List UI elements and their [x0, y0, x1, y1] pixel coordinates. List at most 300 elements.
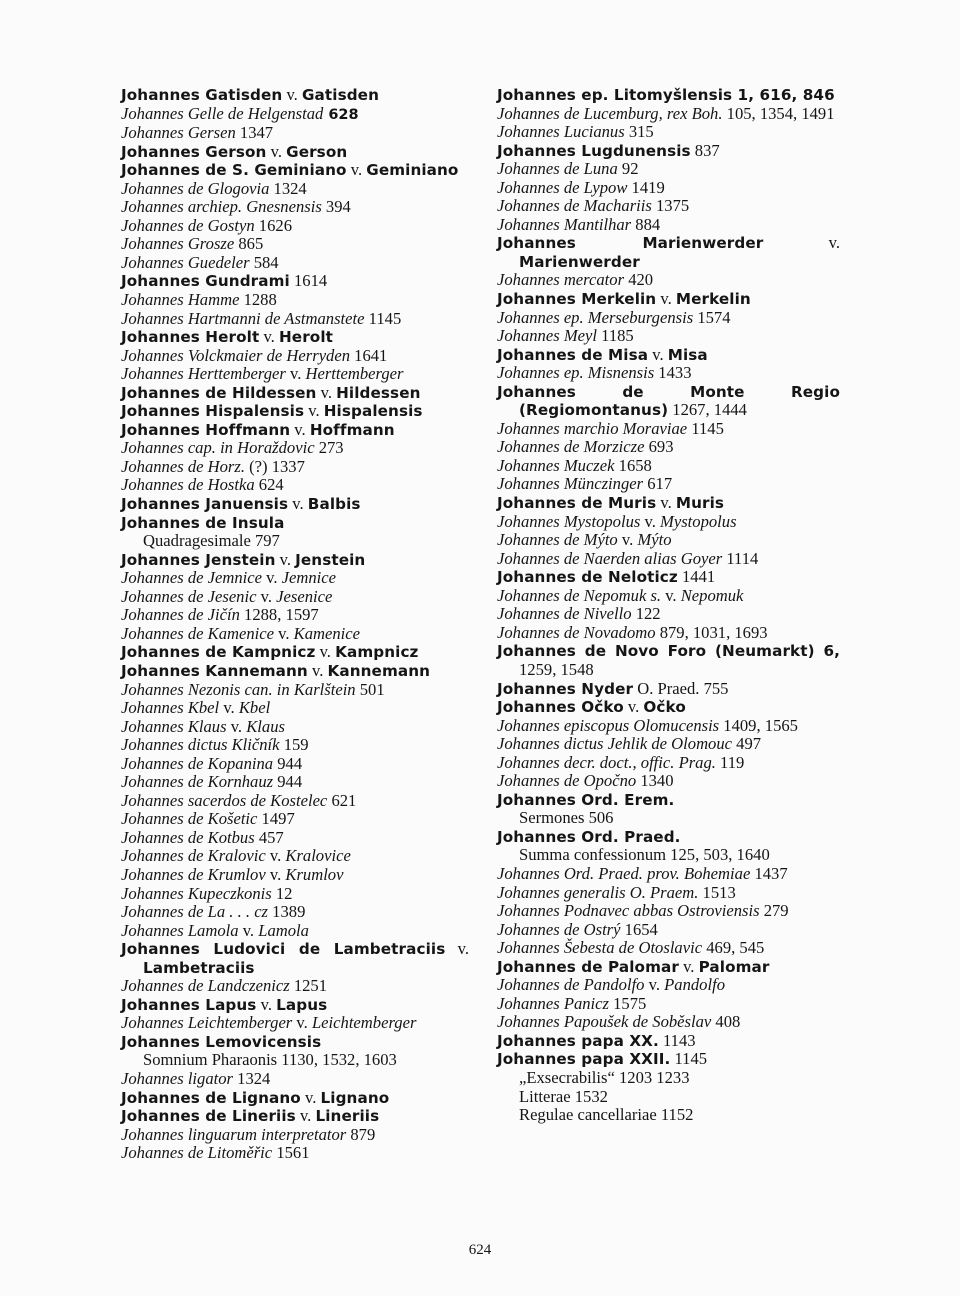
- entry-heading-italic: Johannes de Kornhauz: [121, 772, 274, 792]
- entry-reference: 1441: [677, 567, 716, 587]
- entry-heading-italic: Johannes de Horz.: [121, 456, 245, 476]
- entry-heading-bold: Johannes de Muris: [497, 494, 657, 513]
- entry-reference: 1324: [269, 178, 307, 198]
- index-entry: [497, 290, 840, 309]
- entry-reference: v.: [304, 401, 324, 421]
- index-entry: [497, 123, 840, 142]
- entry-heading-italic: Johannes de Luna: [497, 159, 618, 179]
- index-entry: [121, 773, 469, 792]
- entry-heading-italic: Johannes Gersen: [121, 123, 236, 143]
- index-entry: [121, 328, 469, 347]
- entry-reference: 1574: [693, 307, 731, 327]
- entry-reference: 617: [643, 474, 673, 494]
- entry-heading-bold: Palomar: [698, 957, 770, 976]
- index-subentry: [497, 1069, 840, 1088]
- entry-reference: 159: [279, 735, 309, 755]
- entry-reference: 1389: [268, 902, 306, 922]
- index-entry: [121, 1070, 469, 1089]
- index-entry: [121, 1014, 469, 1033]
- entry-heading-bold: Hoffmann: [309, 420, 395, 439]
- entry-heading-italic: Klaus: [246, 716, 285, 736]
- entry-reference: 1654: [620, 919, 658, 939]
- index-entry: [121, 1107, 469, 1126]
- index-entry: [497, 939, 840, 958]
- entry-heading-bold: Lapus: [276, 995, 328, 1014]
- entry-reference: v.: [288, 494, 308, 514]
- entry-reference: 279: [759, 901, 789, 921]
- entry-heading-bold: Lineriis: [315, 1107, 380, 1126]
- index-entry: [497, 884, 840, 903]
- entry-heading-bold: Johannes Herolt: [121, 328, 260, 347]
- entry-heading-bold: Johannes Ludovici de Lambetraciis: [121, 940, 446, 959]
- index-entry: [497, 717, 840, 736]
- entry-reference: Regulae cancellariae 1152: [519, 1105, 694, 1125]
- entry-reference: v.: [238, 920, 259, 940]
- index-entry: [497, 179, 840, 198]
- entry-heading-italic: Johannes linguarum interpretator: [121, 1124, 347, 1144]
- entry-heading-italic: Johannes de Lypow: [497, 177, 628, 197]
- index-entry: [121, 365, 469, 384]
- entry-heading-italic: Johannes archiep. Gnesnensis: [121, 197, 322, 217]
- entry-reference: v.: [285, 364, 306, 384]
- index-entry: [497, 234, 840, 271]
- entry-heading-italic: Johannes Lucianus: [497, 122, 625, 142]
- entry-heading-bold: Johannes Januensis: [121, 495, 289, 514]
- entry-heading-bold: Johannes Ord. Praed.: [497, 827, 681, 846]
- entry-heading-italic: Johannes de Nivello: [497, 604, 632, 624]
- entry-heading-italic: Johannes de Kopanina: [121, 753, 274, 773]
- entry-heading-italic: Johannes ligator: [121, 1068, 233, 1088]
- index-entry: [497, 680, 840, 699]
- entry-heading-italic: Johannes de Ostrý: [497, 919, 621, 939]
- entry-heading-italic: Johannes Hamme: [121, 290, 240, 310]
- index-subentry: [497, 1088, 840, 1107]
- entry-reference: 1185: [596, 326, 634, 346]
- entry-reference: 469, 545: [702, 938, 765, 958]
- entry-heading-bold: Johannes de Lineriis: [121, 1107, 296, 1126]
- entry-heading-bold: Johannes papa XXII.: [497, 1050, 671, 1069]
- index-entry: [121, 810, 469, 829]
- entry-reference: v.: [656, 493, 676, 513]
- entry-reference: (?) 1337: [244, 456, 305, 476]
- entry-heading-italic: Johannes Papoušek de Soběslav: [497, 1012, 712, 1032]
- index-subentry: [497, 809, 840, 828]
- entry-heading-bold: Lignano: [320, 1088, 390, 1107]
- index-entry: [121, 792, 469, 811]
- entry-reference: v.: [623, 697, 644, 717]
- entry-heading-italic: Krumlov: [285, 864, 344, 884]
- index-entry: [121, 736, 469, 755]
- entry-reference: 628: [323, 106, 359, 123]
- index-entry: [497, 86, 840, 105]
- entry-heading-bold: Johannes Gerson: [121, 142, 267, 161]
- index-entry: [497, 587, 840, 606]
- index-entry: [121, 291, 469, 310]
- entry-heading-italic: Johannes decr. doct., offic. Prag.: [497, 752, 716, 772]
- entry-reference: v.: [256, 586, 277, 606]
- index-entry: [497, 698, 840, 717]
- entry-heading-italic: Johannes Hartmanni de Astmanstete: [121, 308, 365, 328]
- entry-heading-italic: Jemnice: [281, 568, 337, 588]
- index-entry: [497, 531, 840, 550]
- index-entry: [497, 735, 840, 754]
- entry-heading-italic: Nepomuk: [680, 585, 744, 605]
- entry-heading-italic: Johannes de Litoměřic: [121, 1143, 273, 1163]
- index-entry: [497, 160, 840, 179]
- index-entry: [121, 847, 469, 866]
- index-subentry: [121, 1051, 469, 1070]
- entry-heading-italic: Johannes marchio Moraviae: [497, 418, 688, 438]
- entry-heading-bold: Herolt: [278, 328, 333, 347]
- entry-reference: 1658: [614, 455, 652, 475]
- index-entry: [121, 124, 469, 143]
- entry-heading-italic: Johannes Grosze: [121, 234, 235, 254]
- index-entry: [121, 310, 469, 329]
- index-entry: [121, 699, 469, 718]
- entry-heading-bold: Johannes Ord. Erem.: [497, 790, 675, 809]
- entry-heading-italic: Johannes ep. Misnensis: [497, 363, 655, 383]
- entry-heading-italic: Johannes de Košetic: [121, 809, 258, 829]
- entry-reference: 1347: [235, 123, 274, 143]
- entry-heading-bold: Johannes Nyder: [497, 679, 634, 698]
- entry-reference: 1145: [687, 418, 724, 438]
- entry-reference: 1340: [636, 771, 674, 791]
- entry-heading-italic: Johannes dictus Jehlik de Olomouc: [497, 734, 733, 754]
- index-entry: [121, 272, 469, 291]
- entry-heading-italic: Johannes Herttemberger: [121, 364, 286, 384]
- entry-heading-italic: Johannes Klaus: [121, 716, 227, 736]
- entry-heading-italic: Johannes Ord. Praed. prov. Bohemiae: [497, 863, 751, 883]
- index-entry: [121, 254, 469, 273]
- index-entry: [121, 347, 469, 366]
- entry-reference: 1267, 1444: [668, 400, 747, 420]
- entry-heading-italic: Johannes de Jemnice: [121, 568, 262, 588]
- entry-reference: O. Praed. 755: [633, 678, 729, 698]
- entry-heading-italic: Johannes generalis O. Praem.: [497, 882, 699, 902]
- index-entry: [497, 475, 840, 494]
- entry-reference: 1324: [233, 1068, 271, 1088]
- entry-reference: 865: [234, 234, 264, 254]
- entry-reference: Summa confessionum 125, 503, 1640: [519, 845, 770, 865]
- entry-heading-bold: Merkelin: [675, 290, 751, 309]
- index-entry: [121, 198, 469, 217]
- entry-reference: 122: [631, 604, 661, 624]
- index-entry: [121, 718, 469, 737]
- entry-heading-italic: Johannes Podnavec abbas Ostroviensis: [497, 901, 760, 921]
- index-entry: [497, 142, 840, 161]
- entry-heading-bold: Balbis: [307, 495, 361, 514]
- entry-heading-italic: Johannes de Landczenicz: [121, 976, 290, 996]
- entry-reference: v.: [265, 864, 286, 884]
- index-entry: [121, 217, 469, 236]
- index-entry: [497, 1013, 840, 1032]
- entry-heading-italic: Johannes de Kralovic: [121, 846, 266, 866]
- index-entry: [497, 457, 840, 476]
- entry-reference: 1641: [350, 345, 388, 365]
- entry-heading-italic: Johannes de Hostka: [121, 475, 255, 495]
- entry-heading-italic: Johannes Kbel: [121, 698, 220, 718]
- index-entry: [121, 143, 469, 162]
- index-entry: [121, 996, 469, 1015]
- entry-heading-italic: Kamenice: [293, 623, 361, 643]
- entry-heading-bold: Johannes Lugdunensis: [497, 141, 691, 160]
- entry-reference: 693: [644, 437, 674, 457]
- index-entry: [121, 161, 469, 180]
- entry-reference: 944: [273, 753, 303, 773]
- entry-reference: 1409, 1565: [719, 715, 798, 735]
- entry-reference: 497: [732, 734, 762, 754]
- index-entry: [121, 495, 469, 514]
- entry-reference: 837: [690, 140, 720, 160]
- page-number: 624: [468, 1242, 492, 1258]
- entry-reference: v.: [219, 698, 239, 718]
- index-entry: [121, 922, 469, 941]
- entry-reference: v.: [256, 994, 277, 1014]
- entry-heading-italic: Johannes Muczek: [497, 455, 615, 475]
- entry-heading-italic: Johannes Mystopolus: [497, 511, 641, 531]
- index-entry: [497, 420, 840, 439]
- index-entry: [497, 513, 840, 532]
- entry-heading-italic: Johannes de Gostyn: [121, 215, 255, 235]
- entry-heading-italic: Johannes de Morzicze: [497, 437, 645, 457]
- entry-heading-bold: Johannes de Hildessen: [121, 383, 317, 402]
- index-entry: [497, 605, 840, 624]
- index-entry: [497, 828, 840, 847]
- index-entry: [497, 791, 840, 810]
- entry-heading-bold: Johannes papa XX.: [497, 1031, 659, 1050]
- entry-reference: v.: [292, 1013, 312, 1033]
- index-entry: [497, 568, 840, 587]
- entry-reference: v.: [644, 975, 665, 995]
- index-subentry: [121, 532, 469, 551]
- entry-heading-bold: Johannes Jenstein: [121, 550, 276, 569]
- index-entry: [497, 754, 840, 773]
- entry-reference: 1614: [289, 271, 328, 291]
- entry-heading-bold: Geminiano: [366, 161, 459, 180]
- entry-heading-italic: Johannes de Lucemburg, rex Boh.: [497, 103, 723, 123]
- entry-heading-bold: Gatisden: [301, 86, 379, 104]
- entry-reference: v.: [661, 585, 681, 605]
- entry-reference: 92: [617, 159, 639, 179]
- index-entry: [121, 569, 469, 588]
- entry-heading-italic: Herttemberger: [305, 364, 404, 384]
- entry-heading-bold: Gerson: [286, 142, 348, 161]
- entry-reference: 1114: [722, 548, 759, 568]
- entry-heading-italic: Johannes de Mýto: [497, 530, 618, 550]
- entry-heading-bold: Johannes de Monte Regio (Regiomontanus): [497, 382, 840, 420]
- index-entry: [121, 180, 469, 199]
- entry-reference: v.: [316, 382, 337, 402]
- index-entry: [121, 588, 469, 607]
- index-entry: [121, 940, 469, 977]
- entry-heading-bold: Johannes Očko: [497, 698, 624, 717]
- index-column-left: [121, 86, 469, 1163]
- entry-heading-italic: Johannes de Novadomo: [497, 622, 656, 642]
- entry-heading-bold: Kannemann: [327, 661, 431, 680]
- entry-heading-italic: Johannes Panicz: [497, 993, 609, 1013]
- index-entry: [121, 606, 469, 625]
- entry-reference: Litterae 1532: [519, 1086, 608, 1106]
- entry-reference: v.: [445, 939, 469, 959]
- entry-heading-bold: Johannes Hispalensis: [121, 402, 305, 421]
- entry-heading-italic: Johannes de Krumlov: [121, 864, 266, 884]
- index-entry: [497, 921, 840, 940]
- entry-reference: 1561: [272, 1143, 310, 1163]
- entry-heading-bold: Johannes de S. Geminiano: [121, 161, 347, 180]
- entry-reference: 501: [355, 679, 385, 699]
- index-entry: [497, 271, 840, 290]
- entry-heading-italic: Mystopolus: [660, 511, 737, 531]
- entry-reference: 1145: [670, 1049, 708, 1069]
- entry-heading-bold: Johannes Marienwerder: [497, 234, 764, 253]
- entry-reference: v.: [266, 141, 287, 161]
- index-entry: [497, 364, 840, 383]
- entry-heading-italic: Johannes de Glogovia: [121, 178, 270, 198]
- entry-heading-bold: Johannes ep. Litomyšlensis 1, 616, 846: [497, 86, 835, 104]
- index-entry: [497, 902, 840, 921]
- entry-reference: v.: [300, 1087, 321, 1107]
- entry-heading-italic: Kbel: [238, 698, 271, 718]
- entry-heading-italic: Johannes de Naerden alias Goyer: [497, 548, 723, 568]
- entry-heading-italic: Johannes Münczinger: [497, 474, 644, 494]
- index-entry: [497, 383, 840, 420]
- entry-heading-italic: Johannes sacerdos de Kostelec: [121, 790, 328, 810]
- index-entry: [497, 309, 840, 328]
- entry-reference: 1288: [239, 290, 277, 310]
- index-entry: [121, 885, 469, 904]
- index-entry: [121, 514, 469, 533]
- entry-heading-bold: Johannes de Insula: [121, 513, 285, 532]
- entry-heading-italic: Johannes de Kamenice: [121, 623, 274, 643]
- entry-reference: Somnium Pharaonis 1130, 1532, 1603: [143, 1050, 397, 1070]
- entry-heading-italic: Kralovice: [285, 846, 351, 866]
- entry-heading-italic: Johannes Lamola: [121, 920, 239, 940]
- index-entry: [121, 421, 469, 440]
- index-entry: [121, 235, 469, 254]
- entry-reference: v.: [617, 530, 638, 550]
- entry-heading-bold: Lambetraciis: [143, 958, 255, 977]
- entry-reference: 884: [631, 214, 661, 234]
- entry-reference: v.: [640, 511, 661, 531]
- index-entry: [497, 438, 840, 457]
- entry-heading-italic: Johannes episcopus Olomucensis: [497, 715, 720, 735]
- index-entry: [497, 327, 840, 346]
- entry-reference: v.: [307, 660, 328, 680]
- entry-heading-bold: Johannes de Neloticz: [497, 568, 678, 587]
- entry-heading-italic: Johannes de Jesenic: [121, 586, 257, 606]
- entry-heading-italic: Johannes de Machariis: [497, 196, 652, 216]
- entry-reference: 584: [249, 252, 279, 272]
- entry-heading-italic: Lamola: [258, 920, 309, 940]
- entry-reference: 12: [271, 883, 293, 903]
- index-entry: [121, 755, 469, 774]
- index-subentry: [497, 1106, 840, 1125]
- entry-reference: 1143: [658, 1030, 696, 1050]
- index-entry: [121, 681, 469, 700]
- entry-heading-bold: Muris: [675, 494, 725, 513]
- entry-heading-italic: Johannes Gelle de Helgenstad: [121, 103, 324, 123]
- entry-reference: 1251: [289, 976, 328, 996]
- entry-reference: v.: [678, 956, 699, 976]
- entry-heading-bold: Johannes Kannemann: [121, 661, 308, 680]
- entry-reference: 408: [711, 1012, 741, 1032]
- index-entry: [121, 476, 469, 495]
- entry-reference: 273: [314, 438, 344, 458]
- index-entry: [497, 976, 840, 995]
- entry-heading-italic: Johannes Šebesta de Otoslavic: [497, 938, 703, 958]
- entry-heading-bold: Johannes Gatisden: [121, 86, 283, 104]
- entry-heading-bold: Johannes Gundrami: [121, 272, 290, 291]
- index-entry: [121, 829, 469, 848]
- index-entry: [121, 1144, 469, 1163]
- index-entry: [121, 662, 469, 681]
- entry-reference: 879, 1031, 1693: [655, 622, 768, 642]
- entry-reference: 1145: [364, 308, 402, 328]
- entry-heading-italic: Johannes de Opočno: [497, 771, 637, 791]
- entry-heading-italic: Johannes Meyl: [497, 326, 597, 346]
- index-entry: [121, 977, 469, 996]
- index-entry: [121, 903, 469, 922]
- entry-reference: v.: [290, 419, 310, 439]
- entry-reference: 105, 1354, 1491: [722, 103, 835, 123]
- entry-heading-italic: Johannes Leichtemberger: [121, 1013, 293, 1033]
- entry-heading-bold: Hildessen: [336, 383, 421, 402]
- entry-reference: v.: [275, 549, 296, 569]
- entry-heading-italic: Johannes Kupeczkonis: [121, 883, 272, 903]
- entry-heading-bold: Marienwerder: [519, 252, 640, 271]
- entry-reference: 1626: [254, 215, 292, 235]
- entry-heading-bold: Johannes Lapus: [121, 995, 257, 1014]
- index-column-right: [497, 86, 840, 1125]
- index-entry: [497, 216, 840, 235]
- index-entry: [121, 458, 469, 477]
- entry-reference: 1433: [654, 363, 692, 383]
- entry-heading-italic: Johannes Volckmaier de Herryden: [121, 345, 351, 365]
- index-entry: [121, 625, 469, 644]
- index-entry: [497, 105, 840, 124]
- entry-reference: v.: [282, 85, 302, 104]
- index-entry: [121, 551, 469, 570]
- entry-reference: 420: [624, 270, 654, 290]
- entry-reference: v.: [656, 289, 676, 309]
- index-entry: [121, 643, 469, 662]
- index-entry: [121, 1033, 469, 1052]
- entry-heading-italic: Jesenice: [276, 586, 333, 606]
- entry-reference: 457: [254, 827, 284, 847]
- entry-reference: 1437: [750, 863, 788, 883]
- entry-reference: 1419: [627, 177, 665, 197]
- entry-heading-bold: Johannes de Novo Foro (Neumarkt) 6,: [497, 642, 840, 661]
- entry-heading-bold: Johannes de Lignano: [121, 1088, 301, 1107]
- entry-reference: Quadragesimale 797: [143, 531, 280, 551]
- entry-reference: 624: [254, 475, 284, 495]
- index-entry: [121, 402, 469, 421]
- entry-reference: v.: [273, 623, 294, 643]
- entry-reference: Sermones 506: [519, 808, 614, 828]
- entry-heading-italic: Pandolfo: [664, 975, 725, 995]
- index-entry: [497, 772, 840, 791]
- index-entry: [121, 86, 469, 105]
- entry-reference: v.: [648, 344, 668, 364]
- entry-heading-bold: Očko: [643, 698, 686, 717]
- entry-reference: 944: [273, 772, 303, 792]
- entry-heading-italic: Johannes de Kotbus: [121, 827, 255, 847]
- entry-reference: 1513: [698, 882, 736, 902]
- index-entry: [497, 995, 840, 1014]
- entry-heading-bold: Johannes de Misa: [497, 345, 649, 364]
- index-entry: [497, 642, 840, 679]
- entry-heading-italic: Johannes ep. Merseburgensis: [497, 307, 694, 327]
